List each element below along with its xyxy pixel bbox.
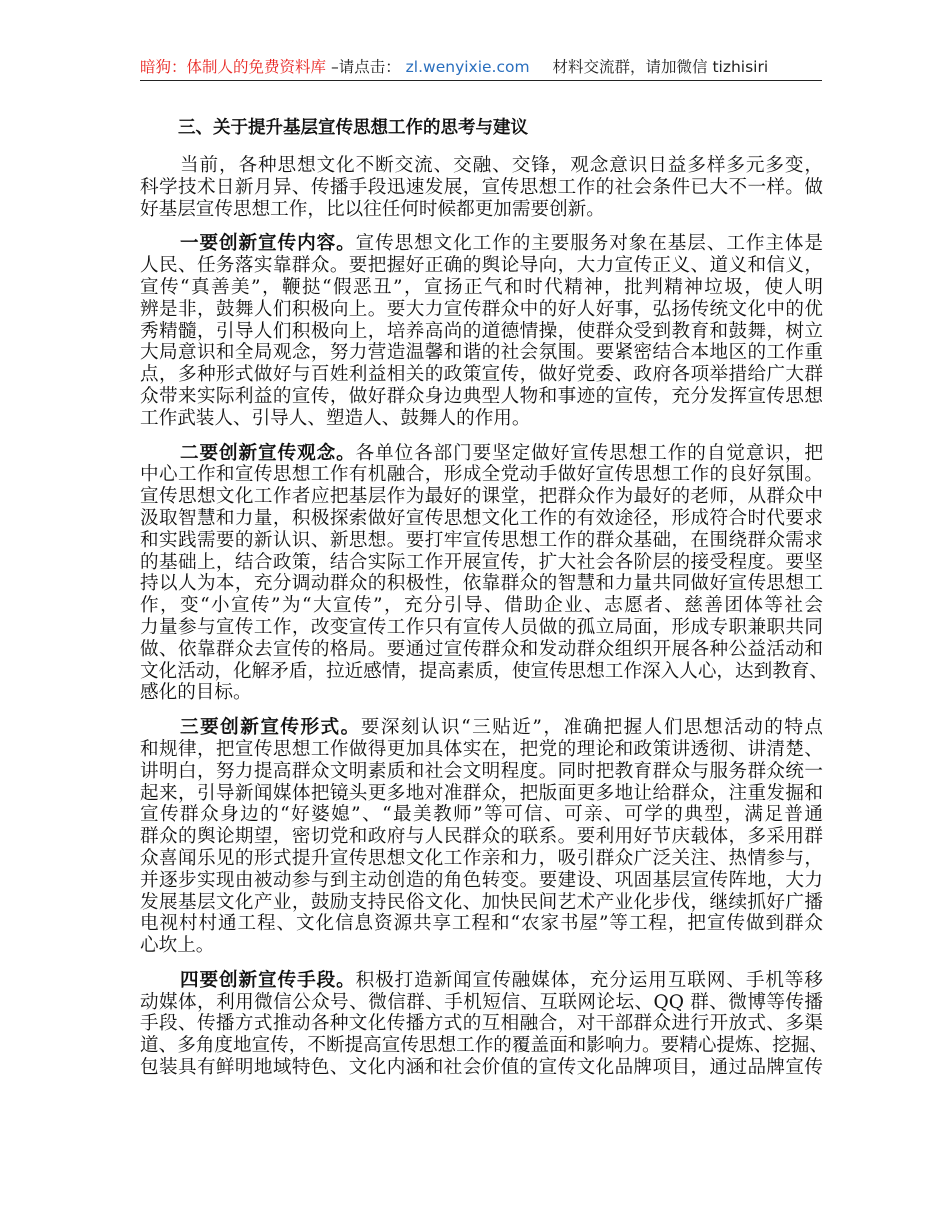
- line-text: 宣传群众身边的“好婆媳”、“最美教师”等可信、可亲、可学的典型，满足普通: [140, 804, 823, 826]
- text-line: [140, 386, 823, 408]
- text-line: [140, 870, 823, 892]
- text-line: [140, 364, 823, 386]
- line-text: 秀精髓，引导人们积极向上，培养高尚的道德情操，使群众受到教育和鼓舞，树立: [140, 320, 823, 342]
- text-line: [140, 892, 823, 914]
- text-line: [140, 1035, 828, 1057]
- text-line: [140, 408, 823, 430]
- text-line: [140, 277, 823, 299]
- line-text: 积极打造新闻宣传融媒体，充分运用互联网、手机等移: [355, 969, 823, 991]
- text-line: [140, 508, 823, 530]
- text-line: [140, 783, 823, 805]
- line-text: 文化活动，化解矛盾，拉近感情，提高素质，使宣传思想工作深入人心，达到教育、: [140, 660, 828, 682]
- text-line: [140, 970, 823, 992]
- line-text: 并逐步实现由被动参与到主动创造的角色转变。要建设、巩固基层宣传阵地，大力: [140, 869, 823, 891]
- line-text: 好基层宣传思想工作，比以往任何时候都更加需要创新。: [140, 198, 605, 220]
- line-text: 道、多角度地宣传，不断提高宣传思想工作的覆盖面和影响力。要精心提炼、挖掘、: [140, 1035, 828, 1057]
- line-text: 持以人为本，充分调动群众的积极性，依靠群众的智慧和力量共同做好宣传思想工: [140, 573, 823, 595]
- paragraph-lead: 三要创新宣传形式。: [180, 717, 361, 739]
- line-text: 群众的舆论期望，密切党和政府与人民群众的联系。要利用好节庆载体，多采用群: [140, 826, 823, 848]
- text-line: [140, 639, 823, 661]
- line-text: 手段、传播方式推动各种文化传播方式的互相融合，对干部群众进行开放式、多渠: [140, 1013, 823, 1035]
- line-text: 的基础上，结合政策，结合实际工作开展宣传，扩大社会各阶层的接受程度。要坚: [140, 551, 823, 573]
- text-line: [140, 443, 823, 465]
- paragraph: [140, 442, 828, 705]
- paragraph-lead: 二要创新宣传观念。: [180, 442, 356, 464]
- line-text: 包装具有鲜明地域特色、文化内涵和社会价值的宣传文化品牌项目，通过品牌宣传: [140, 1057, 823, 1079]
- text-line: [140, 717, 823, 739]
- text-line: [140, 595, 823, 617]
- line-text: 点，多种形式做好与百姓利益相关的政策宣传，做好党委、政府各项举措给广大群: [140, 364, 823, 386]
- header-divider: [140, 80, 822, 81]
- line-text: 中心工作和宣传思想工作有机融合，形成全党动手做好宣传思想工作的良好氛围。: [140, 464, 823, 486]
- text-line: [140, 299, 823, 321]
- paragraph: [140, 717, 823, 957]
- line-text: 宣传思想文化工作的主要服务对象在基层、工作主体是: [355, 233, 823, 255]
- line-text: 作，变“小宣传”为“大宣传”，充分引导、借助企业、志愿者、慈善团体等社会: [140, 595, 823, 617]
- line-text: 工作武装人、引导人、塑造人、鼓舞人的作用。: [140, 407, 531, 429]
- text-line: [140, 342, 823, 364]
- text-line: [140, 530, 823, 552]
- text-line: [140, 617, 823, 639]
- paragraph: [140, 969, 828, 1079]
- text-line: [140, 992, 823, 1014]
- paragraph-lead: 一要创新宣传内容。: [180, 233, 356, 255]
- text-line: [140, 321, 823, 343]
- header-prompt: –请点击：: [330, 58, 401, 76]
- line-text: 力量参与宣传工作，改变宣传工作只有宣传人员做的孤立局面，形成专职兼职共同: [140, 616, 823, 638]
- line-text: 宣传思想文化工作者应把基层作为最好的课堂，把群众作为最好的老师，从群众中: [140, 486, 823, 508]
- text-line: [140, 552, 823, 574]
- text-line: [140, 848, 823, 870]
- text-line: [140, 255, 823, 277]
- line-text: 科学技术日新月异、传播手段迅速发展，宣传思想工作的社会条件已大不一样。做: [140, 176, 823, 198]
- text-line: [140, 573, 823, 595]
- line-text: 大局意识和全局观念，努力营造温馨和谐的社会氛围。要紧密结合本地区的工作重: [140, 342, 823, 364]
- paragraphs: [140, 155, 828, 1079]
- text-line: [140, 233, 823, 255]
- line-text: 感化的目标。: [140, 682, 252, 704]
- text-line: [140, 155, 823, 177]
- line-text: 起来，引导新闻媒体把镜头更多地对准群众，把版面更多地让给群众，注重发掘和: [140, 782, 823, 804]
- text-line: [140, 935, 823, 957]
- text-line: [140, 804, 823, 826]
- text-line: [140, 1057, 823, 1079]
- line-text: 各单位各部门要坚定做好宣传思想工作的自觉意识，把: [355, 442, 823, 464]
- text-line: [140, 464, 823, 486]
- line-text: 辨是非，鼓舞人们积极向上。要大力宣传群众中的好人好事，弘扬传统文化中的优: [140, 298, 823, 320]
- text-line: [140, 826, 823, 848]
- line-text: 要深刻认识“三贴近”，准确把握人们思想活动的特点: [360, 717, 823, 739]
- page-header: [140, 56, 822, 78]
- line-text: 讲明白，努力提高群众文明素质和社会文明程度。同时把教育群众与服务群众统一: [140, 760, 823, 782]
- paragraph-lead: 四要创新宣传手段。: [180, 969, 356, 991]
- section-heading: 三、关于提升基层宣传思想工作的思考与建议: [178, 118, 528, 138]
- header-brand: 暗狗：体制人的免费资料库: [140, 58, 327, 76]
- text-line: [140, 660, 828, 683]
- text-line: [140, 761, 823, 783]
- line-text: 动媒体，利用微信公众号、微信群、手机短信、互联网论坛、QQ 群、微博等传播: [140, 991, 823, 1013]
- document-body: [140, 115, 828, 1092]
- line-text: 人民、任务落实靠群众。要把握好正确的舆论导向，大力宣传正义、道义和信义，: [140, 255, 823, 277]
- line-text: 和规律，把宣传思想工作做得更加具体实在，把党的理论和政策讲透彻、讲清楚、: [140, 738, 823, 760]
- line-text: 众带来实际利益的宣传，做好群众身边典型人物和事迹的宣传，充分发挥宣传思想: [140, 385, 823, 407]
- line-text: 发展基层文化产业，鼓励支持民俗文化、加快民间艺术产业化步伐，继续抓好广播: [140, 891, 823, 913]
- line-text: 心坎上。: [140, 935, 215, 957]
- header-link[interactable]: zl.wenyixie.com: [405, 58, 530, 76]
- text-line: [140, 486, 823, 508]
- line-text: 当前，各种思想文化不断交流、交融、交锋，观念意识日益多样多元多变，: [180, 155, 823, 176]
- text-line: [140, 739, 823, 761]
- paragraph: [140, 155, 823, 220]
- paragraph: [140, 233, 823, 429]
- text-line: [140, 913, 823, 935]
- text-line: [140, 177, 823, 199]
- text-line: [140, 682, 823, 704]
- header-contact: 材料交流群，请加微信 tizhisiri: [552, 58, 769, 76]
- line-text: 做、依靠群众去宣传的格局。要通过宣传群众和发动群众组织开展各种公益活动和: [140, 638, 823, 660]
- line-text: 汲取智慧和力量，积极探索做好宣传思想文化工作的有效途径，形成符合时代要求: [140, 507, 823, 529]
- line-text: 众喜闻乐见的形式提升宣传思想文化工作亲和力，吸引群众广泛关注、热情参与，: [140, 847, 823, 869]
- line-text: 和实践需要的新认识、新思想。要打牢宣传思想工作的群众基础，在围绕群众需求: [140, 529, 823, 551]
- text-line: [140, 199, 823, 221]
- text-line: [140, 1013, 823, 1035]
- line-text: 电视村村通工程、文化信息资源共享工程和“农家书屋”等工程，把宣传做到群众: [140, 913, 823, 935]
- line-text: 宣传“真善美”，鞭挞“假恶丑”，宣扬正气和时代精神，批判精神垃圾，使人明: [140, 276, 823, 298]
